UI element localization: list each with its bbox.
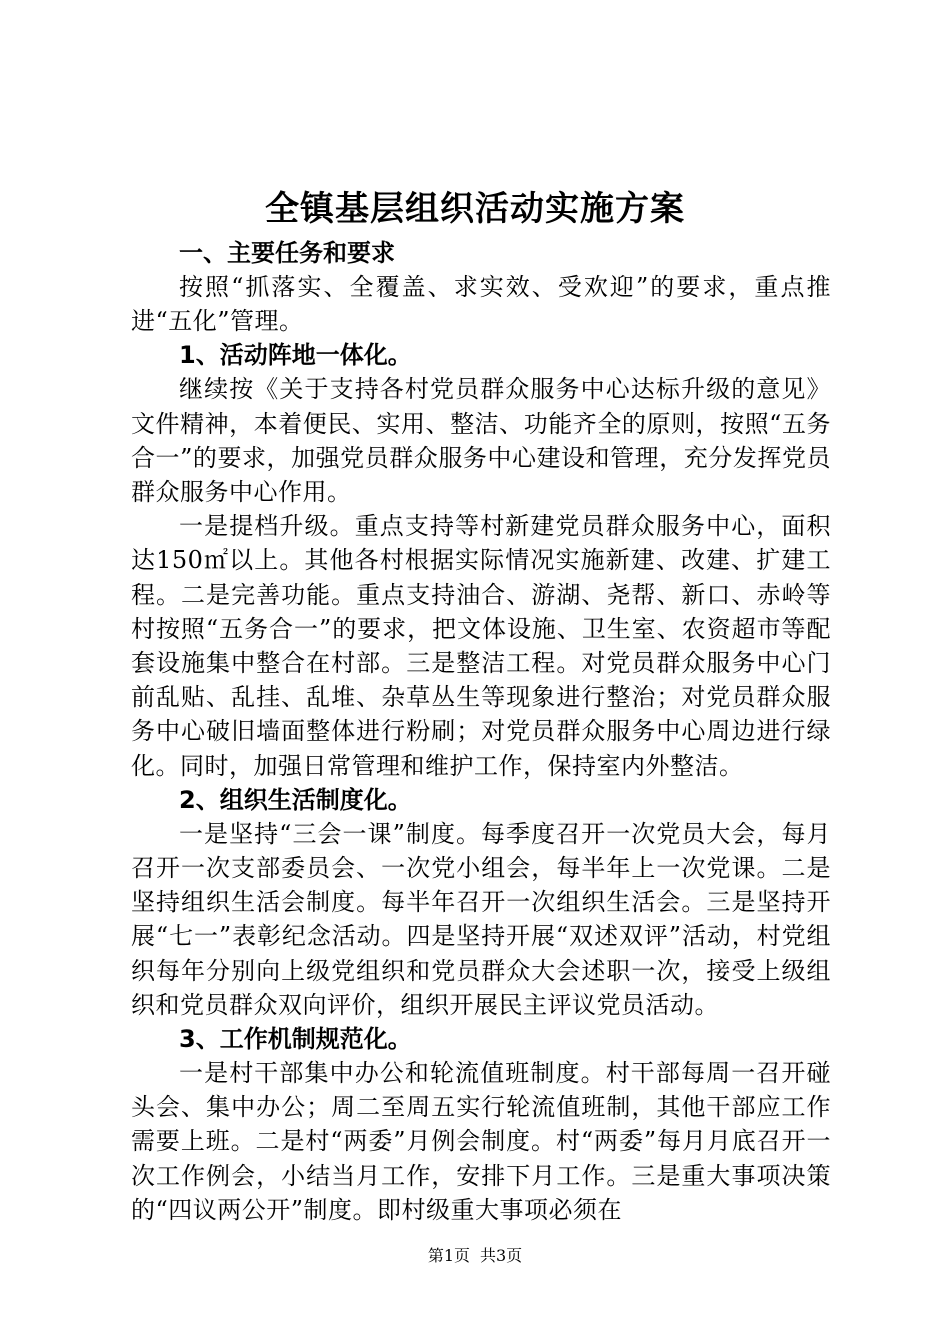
paragraph-intro: 按照“抓落实、全覆盖、求实效、受欢迎”的要求，重点推进“五化”管理。 bbox=[131, 273, 831, 336]
document-body bbox=[131, 236, 831, 1227]
paragraph-organization-life: 一是坚持“三会一课”制度。每季度召开一次党员大会，每月召开一次支部委员会、一次党小组会，每半年上一次党课。二是坚持组织生活会制度。每半年召开一次组织生活会。三是坚持开展“七一”表彰纪念活动。四是坚持开展“双述双评”活动，村党组织每年分别向上级党组织和党员群众大会述职一次，接受上级组织和党员群众双向评价，组织开展民主评议党员活动。 bbox=[131, 819, 831, 1019]
section-heading-organization-life: 2、组织生活制度化。 bbox=[179, 785, 412, 814]
document-title: 全镇基层组织活动实施方案 bbox=[265, 189, 685, 229]
paragraph-venue-guidance: 继续按《关于支持各村党员群众服务中心达标升级的意见》文件精神，本着便民、实用、整洁、功能齐全的原则，按照“五务合一”的要求，加强党员群众服务中心建设和管理，充分发挥党员群众服务中心作用。 bbox=[131, 375, 831, 507]
page-number: 第1页 bbox=[427, 1246, 470, 1265]
paragraph-venue-details: 一是提档升级。重点支持等村新建党员群众服务中心，面积达150㎡以上。其他各村根据实际情况实施新建、改建、扩建工程。二是完善功能。重点支持油合、游湖、尧帮、新口、赤岭等村按照“五务合一”的要求，把文体设施、卫生室、农资超市等配套设施集中整合在村部。三是整洁工程。对党员群众服务中心门前乱贴、乱挂、乱堆、杂草丛生等现象进行整治；对党员群众服务中心破旧墙面整体进行粉刷；对党员群众服务中心周边进行绿化。同时，加强日常管理和维护工作，保持室内外整洁。 bbox=[131, 512, 831, 780]
paragraph-work-mechanism: 一是村干部集中办公和轮流值班制度。村干部每周一召开碰头会、集中办公；周二至周五实行轮流值班制，其他干部应工作需要上班。二是村“两委”月例会制度。村“两委”每月月底召开一次工作例会，小结当月工作，安排下月工作。三是重大事项决策的“四议两公开”制度。即村级重大事项必须在 bbox=[131, 1059, 831, 1224]
section-heading-work-mechanism: 3、工作机制规范化。 bbox=[179, 1025, 412, 1054]
page-total: 共3页 bbox=[480, 1246, 523, 1265]
page-footer bbox=[0, 1244, 950, 1268]
section-heading-activity-venue: 1、活动阵地一体化。 bbox=[179, 341, 412, 370]
section-heading-main-tasks: 一、主要任务和要求 bbox=[179, 239, 395, 267]
